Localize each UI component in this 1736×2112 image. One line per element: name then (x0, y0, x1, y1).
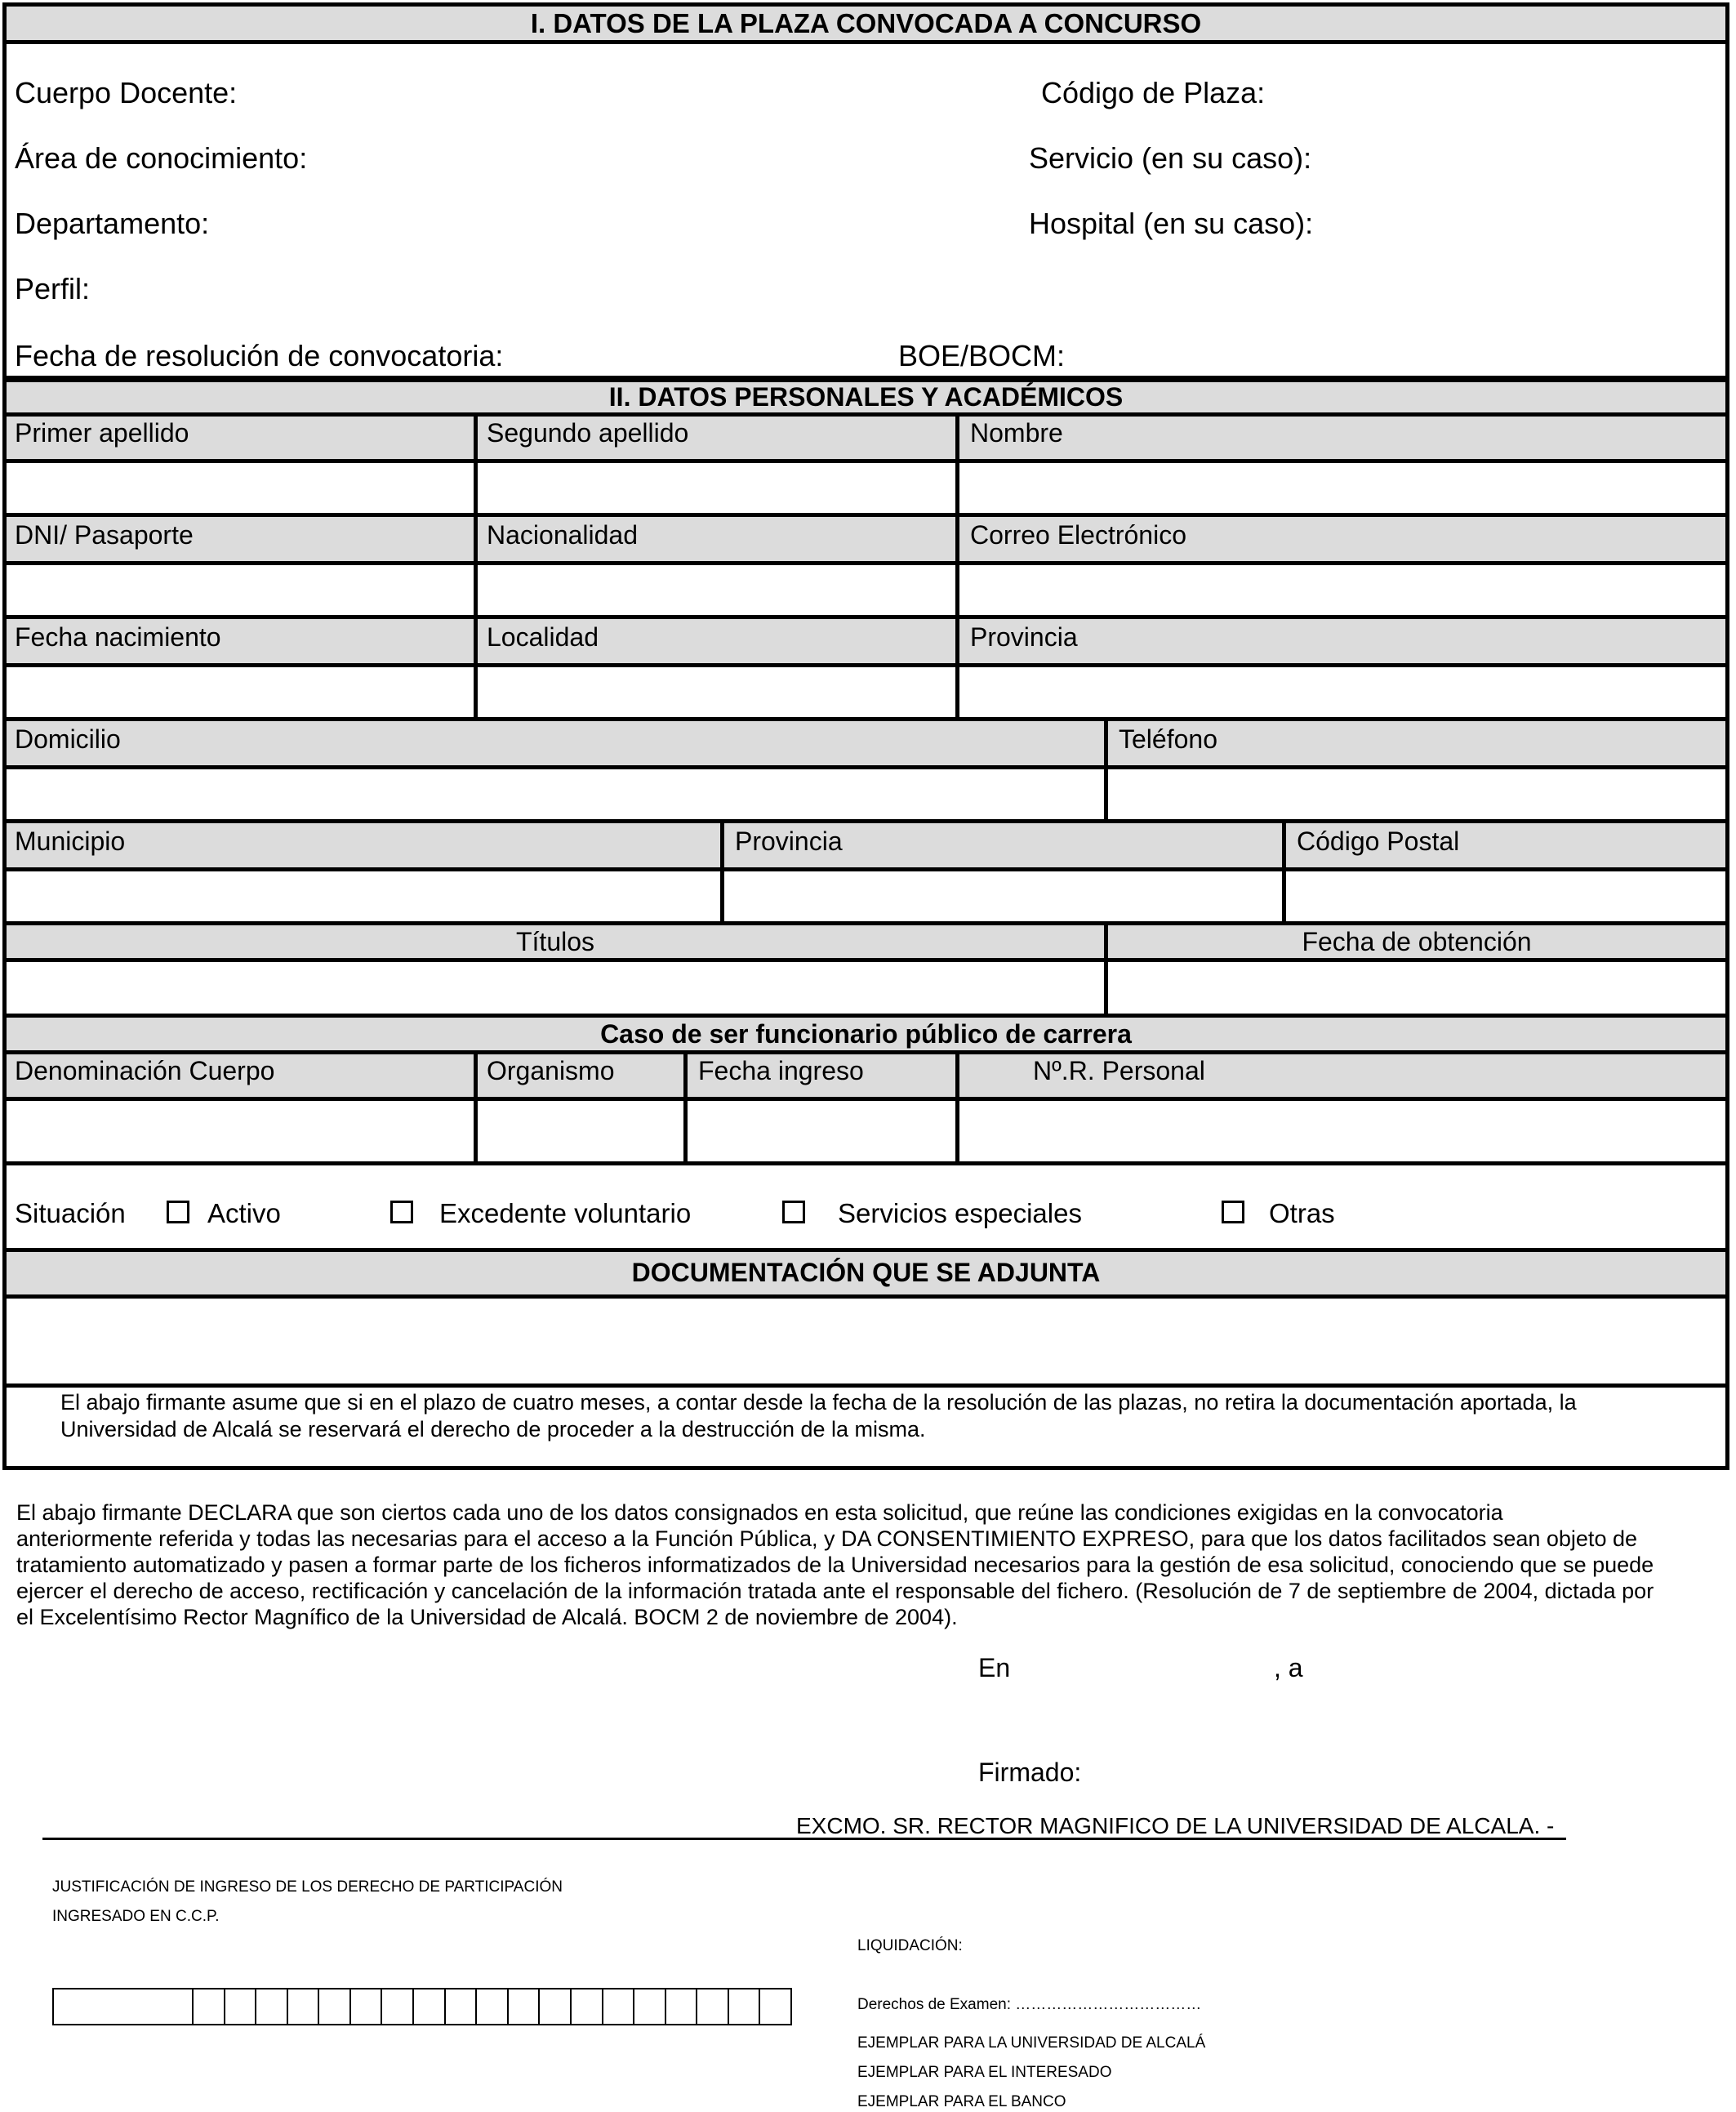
label-ingresado: INGRESADO EN C.C.P. (52, 1908, 220, 1925)
label-localidad: Localidad (487, 622, 599, 652)
field-codigo-postal[interactable] (1286, 871, 1725, 921)
checkbox-excedente-voluntario[interactable] (390, 1201, 413, 1223)
label-nrp: Nº.R. Personal (1033, 1056, 1205, 1085)
declaration-line: El abajo firmante DECLARA que son ciertos cada uno de los datos consignados en esta solicitud, que reúne las condiciones exigidas en la convocatoria (16, 1500, 1503, 1525)
field-municipio[interactable] (7, 871, 720, 921)
ccp-account-boxes[interactable] (52, 1988, 792, 2025)
label-codigo-plaza: Código de Plaza: (1041, 76, 1266, 109)
checkbox-activo[interactable] (167, 1201, 189, 1223)
label-servicio: Servicio (en su caso): (1029, 141, 1312, 175)
declaration-line: ejercer el derecho de acceso, rectificación y cancelación de la información tratada ante el responsable del fichero. (Resolución de 7 de septiembre de 2004, dictada por (16, 1579, 1654, 1603)
declaration-line: el Excelentísimo Rector Magnífico de la Universidad de Alcalá. BOCM 2 de noviembre de 2004). (16, 1605, 958, 1629)
label-ejemplar-banco: EJEMPLAR PARA EL BANCO (857, 2093, 1066, 2110)
field-segundo-apellido[interactable] (478, 463, 955, 513)
label-primer-apellido: Primer apellido (15, 418, 189, 448)
field-primer-apellido[interactable] (7, 463, 474, 513)
label-excedente-voluntario: Excedente voluntario (439, 1198, 692, 1228)
rector-address: EXCMO. SR. RECTOR MAGNIFICO DE LA UNIVERSIDAD DE ALCALA. - (796, 1813, 1555, 1838)
documentacion-note-line2: Universidad de Alcalá se reservará el derecho de proceder a la destrucción de la misma. (60, 1417, 926, 1441)
label-nombre: Nombre (970, 418, 1063, 448)
label-cuerpo-docente: Cuerpo Docente: (15, 76, 238, 109)
field-fecha-ingreso[interactable] (688, 1101, 955, 1161)
label-telefono: Teléfono (1119, 724, 1217, 754)
label-a: , a (1274, 1653, 1303, 1682)
label-organismo: Organismo (487, 1056, 615, 1085)
field-localidad[interactable] (478, 667, 955, 717)
funcionario-title: Caso de ser funcionario público de carrera (600, 1019, 1132, 1049)
field-nombre[interactable] (959, 463, 1725, 513)
label-servicios-especiales: Servicios especiales (838, 1198, 1082, 1228)
label-fecha-resolucion: Fecha de resolución de convocatoria: (15, 339, 504, 372)
label-boe: BOE/BOCM: (898, 339, 1066, 372)
label-situacion: Situación (15, 1198, 126, 1228)
field-denominacion-cuerpo[interactable] (7, 1101, 474, 1161)
label-domicilio: Domicilio (15, 724, 121, 754)
field-provincia[interactable] (959, 667, 1725, 717)
label-fecha-obtencion: Fecha de obtención (1302, 927, 1532, 956)
section1-box (2, 2, 1729, 380)
field-documentacion[interactable] (7, 1299, 1725, 1383)
label-dni: DNI/ Pasaporte (15, 520, 194, 550)
label-fecha-nacimiento: Fecha nacimiento (15, 622, 221, 652)
section2-title: II. DATOS PERSONALES Y ACADÉMICOS (608, 382, 1124, 412)
label-denominacion-cuerpo: Denominación Cuerpo (15, 1056, 275, 1085)
field-titulos[interactable] (7, 962, 1104, 1014)
label-fecha-ingreso: Fecha ingreso (698, 1056, 864, 1085)
section1-title: I. DATOS DE LA PLAZA CONVOCADA A CONCURSO (530, 8, 1202, 38)
label-otras: Otras (1269, 1198, 1335, 1228)
documentacion-title: DOCUMENTACIÓN QUE SE ADJUNTA (631, 1258, 1101, 1287)
label-hospital: Hospital (en su caso): (1029, 207, 1314, 240)
label-firmado: Firmado: (978, 1758, 1082, 1787)
field-fecha-obtencion[interactable] (1108, 962, 1725, 1014)
label-provincia: Provincia (970, 622, 1078, 652)
label-justificacion: JUSTIFICACIÓN DE INGRESO DE LOS DERECHO DE PARTICIPACIÓN (52, 1878, 563, 1896)
label-en: En (978, 1653, 1011, 1682)
checkbox-otras[interactable] (1222, 1201, 1244, 1223)
label-area: Área de conocimiento: (15, 141, 308, 175)
field-domicilio[interactable] (7, 769, 1104, 819)
field-dni[interactable] (7, 565, 474, 615)
field-organismo[interactable] (478, 1101, 683, 1161)
label-provincia-2: Provincia (735, 827, 843, 856)
label-codigo-postal: Código Postal (1297, 827, 1460, 856)
field-correo[interactable] (959, 565, 1725, 615)
field-telefono[interactable] (1108, 769, 1725, 819)
label-municipio: Municipio (15, 827, 126, 856)
label-departamento: Departamento: (15, 207, 210, 240)
documentacion-note-line1: El abajo firmante asume que si en el plazo de cuatro meses, a contar desde la fecha de la resolución de las plazas, no retira la documentación aportada, la (60, 1390, 1577, 1415)
label-liquidacion: LIQUIDACIÓN: (857, 1937, 963, 1954)
label-activo: Activo (207, 1198, 281, 1228)
label-titulos: Títulos (515, 927, 595, 956)
checkbox-servicios-especiales[interactable] (782, 1201, 805, 1223)
label-derechos-examen: Derechos de Examen: ……………………………… (857, 1996, 1202, 2013)
label-nacionalidad: Nacionalidad (487, 520, 639, 550)
field-provincia-2[interactable] (724, 871, 1282, 921)
label-perfil: Perfil: (15, 272, 91, 305)
field-fecha-nacimiento[interactable] (7, 667, 474, 717)
label-ejemplar-interesado: EJEMPLAR PARA EL INTERESADO (857, 2064, 1112, 2081)
field-nacionalidad[interactable] (478, 565, 955, 615)
field-nrp[interactable] (959, 1101, 1725, 1161)
declaration-line: anteriormente referida y todas las necesarias para el acceso a la Función Pública, y DA CONSENTIMIENTO EXPRESO, para que los datos facilitados sean objeto de (16, 1526, 1637, 1551)
label-segundo-apellido: Segundo apellido (487, 418, 689, 448)
label-ejemplar-universidad: EJEMPLAR PARA LA UNIVERSIDAD DE ALCALÁ (857, 2034, 1206, 2052)
declaration-line: tratamiento automatizado y pasen a formar parte de los ficheros informatizados de la Universidad necesarios para la gestión de esa solicitud, conociendo que se puede (16, 1553, 1654, 1577)
label-correo: Correo Electrónico (970, 520, 1186, 550)
